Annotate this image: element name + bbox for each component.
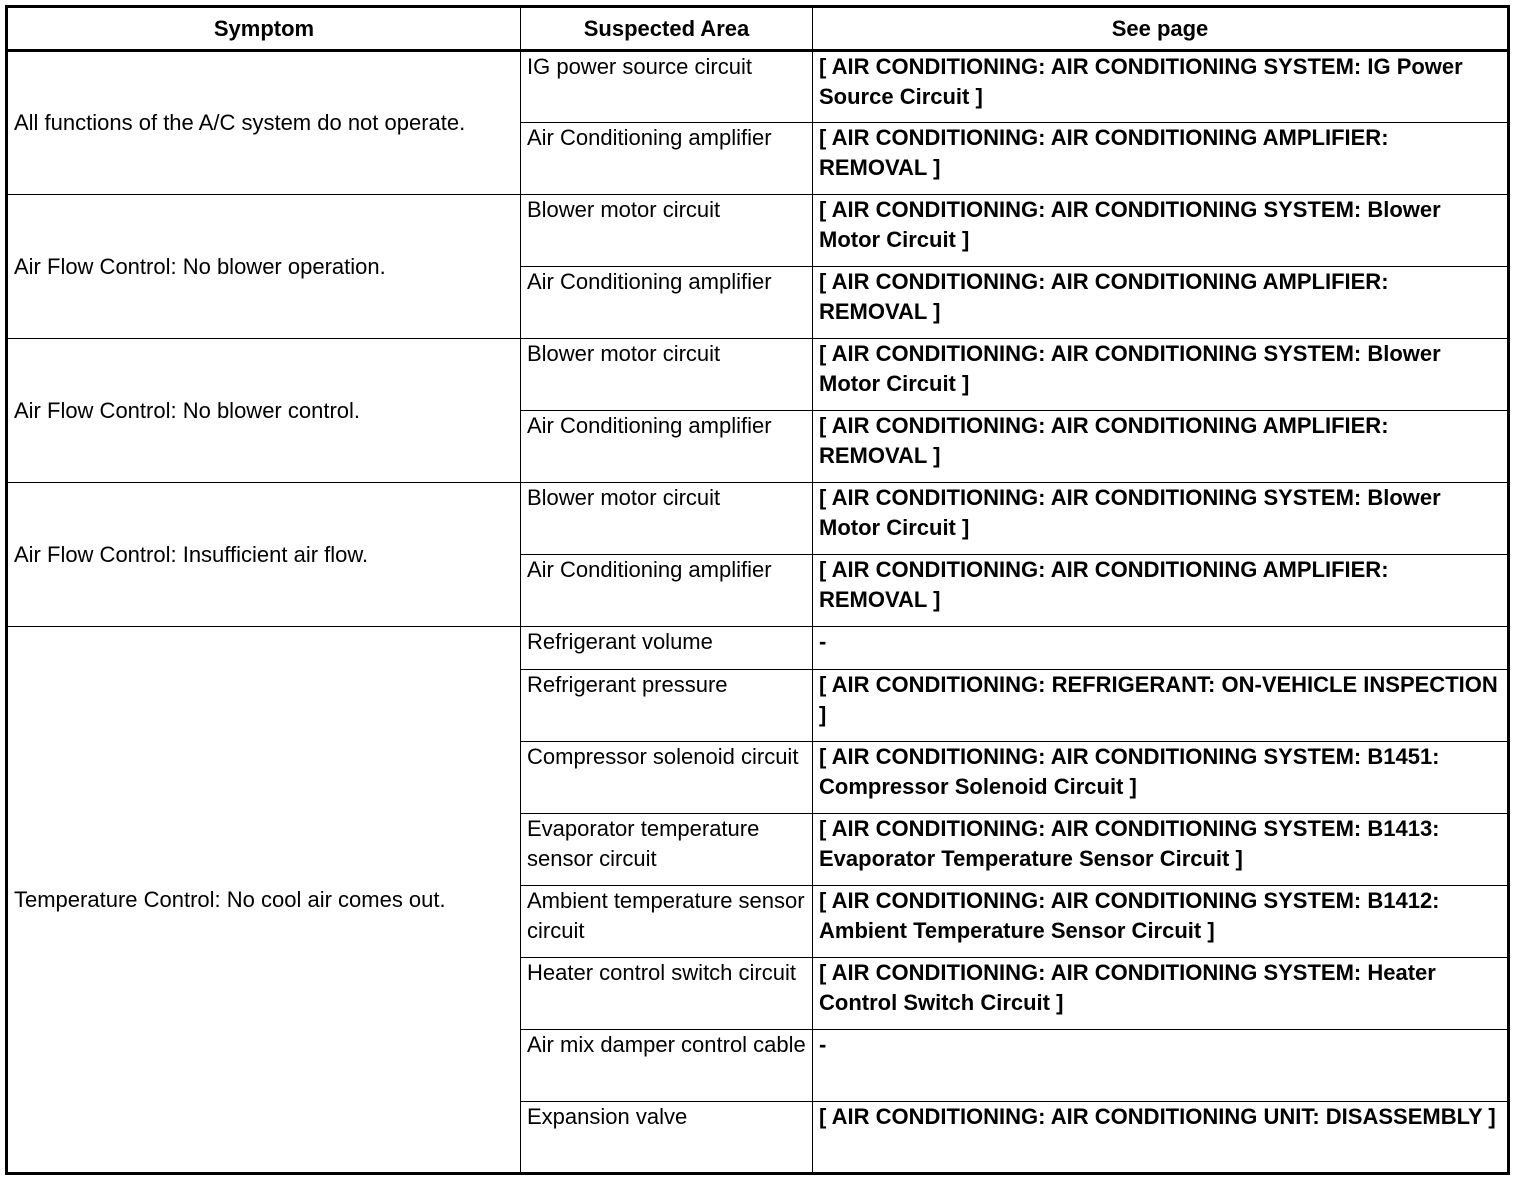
suspected-area-cell: Ambient temperature sensor circuit [521,886,813,958]
see-page-link[interactable]: [ AIR CONDITIONING: AIR CONDITIONING AMPLIFIER: REMOVAL ] [813,123,1509,195]
suspected-area-cell: Air Conditioning amplifier [521,123,813,195]
suspected-area-cell: IG power source circuit [521,51,813,123]
header-suspected-area: Suspected Area [521,7,813,51]
suspected-area-cell: Air mix damper control cable [521,1030,813,1102]
header-symptom: Symptom [7,7,521,51]
see-page-link[interactable]: [ AIR CONDITIONING: AIR CONDITIONING SYSTEM: B1413: Evaporator Temperature Sensor Circuit ] [813,814,1509,886]
suspected-area-cell: Blower motor circuit [521,195,813,267]
see-page-link[interactable]: [ AIR CONDITIONING: AIR CONDITIONING AMPLIFIER: REMOVAL ] [813,411,1509,483]
table-row [7,195,1509,267]
suspected-area-cell: Compressor solenoid circuit [521,742,813,814]
see-page-link[interactable]: [ AIR CONDITIONING: AIR CONDITIONING SYSTEM: Blower Motor Circuit ] [813,483,1509,555]
symptom-cell: Air Flow Control: No blower operation. [7,195,521,339]
see-page-link[interactable]: [ AIR CONDITIONING: AIR CONDITIONING SYSTEM: B1412: Ambient Temperature Sensor Circuit ] [813,886,1509,958]
symptom-cell: Temperature Control: No cool air comes out. [7,627,521,1174]
see-page-link: - [813,627,1509,670]
suspected-area-cell: Blower motor circuit [521,339,813,411]
header-row [7,7,1509,51]
troubleshooting-table [5,5,1510,1175]
symptom-cell: All functions of the A/C system do not operate. [7,51,521,195]
see-page-link: - [813,1030,1509,1102]
symptom-cell: Air Flow Control: No blower control. [7,339,521,483]
suspected-area-cell: Blower motor circuit [521,483,813,555]
header-see-page: See page [813,7,1509,51]
table-row [7,339,1509,411]
table-row [7,51,1509,123]
troubleshooting-table-container [5,5,1510,1175]
see-page-link[interactable]: [ AIR CONDITIONING: AIR CONDITIONING SYSTEM: B1451: Compressor Solenoid Circuit ] [813,742,1509,814]
table-row [7,483,1509,555]
see-page-link[interactable]: [ AIR CONDITIONING: AIR CONDITIONING AMPLIFIER: REMOVAL ] [813,555,1509,627]
see-page-link[interactable]: [ AIR CONDITIONING: REFRIGERANT: ON-VEHICLE INSPECTION ] [813,670,1509,742]
suspected-area-cell: Expansion valve [521,1102,813,1174]
see-page-link[interactable]: [ AIR CONDITIONING: AIR CONDITIONING SYSTEM: Blower Motor Circuit ] [813,339,1509,411]
see-page-link[interactable]: [ AIR CONDITIONING: AIR CONDITIONING SYSTEM: Blower Motor Circuit ] [813,195,1509,267]
suspected-area-cell: Refrigerant volume [521,627,813,670]
symptom-cell: Air Flow Control: Insufficient air flow. [7,483,521,627]
suspected-area-cell: Air Conditioning amplifier [521,555,813,627]
see-page-link[interactable]: [ AIR CONDITIONING: AIR CONDITIONING UNIT: DISASSEMBLY ] [813,1102,1509,1174]
suspected-area-cell: Air Conditioning amplifier [521,267,813,339]
see-page-link[interactable]: [ AIR CONDITIONING: AIR CONDITIONING SYSTEM: IG Power Source Circuit ] [813,51,1509,123]
table-row [7,627,1509,670]
suspected-area-cell: Refrigerant pressure [521,670,813,742]
suspected-area-cell: Heater control switch circuit [521,958,813,1030]
see-page-link[interactable]: [ AIR CONDITIONING: AIR CONDITIONING SYSTEM: Heater Control Switch Circuit ] [813,958,1509,1030]
see-page-link[interactable]: [ AIR CONDITIONING: AIR CONDITIONING AMPLIFIER: REMOVAL ] [813,267,1509,339]
suspected-area-cell: Air Conditioning amplifier [521,411,813,483]
suspected-area-cell: Evaporator temperature sensor circuit [521,814,813,886]
